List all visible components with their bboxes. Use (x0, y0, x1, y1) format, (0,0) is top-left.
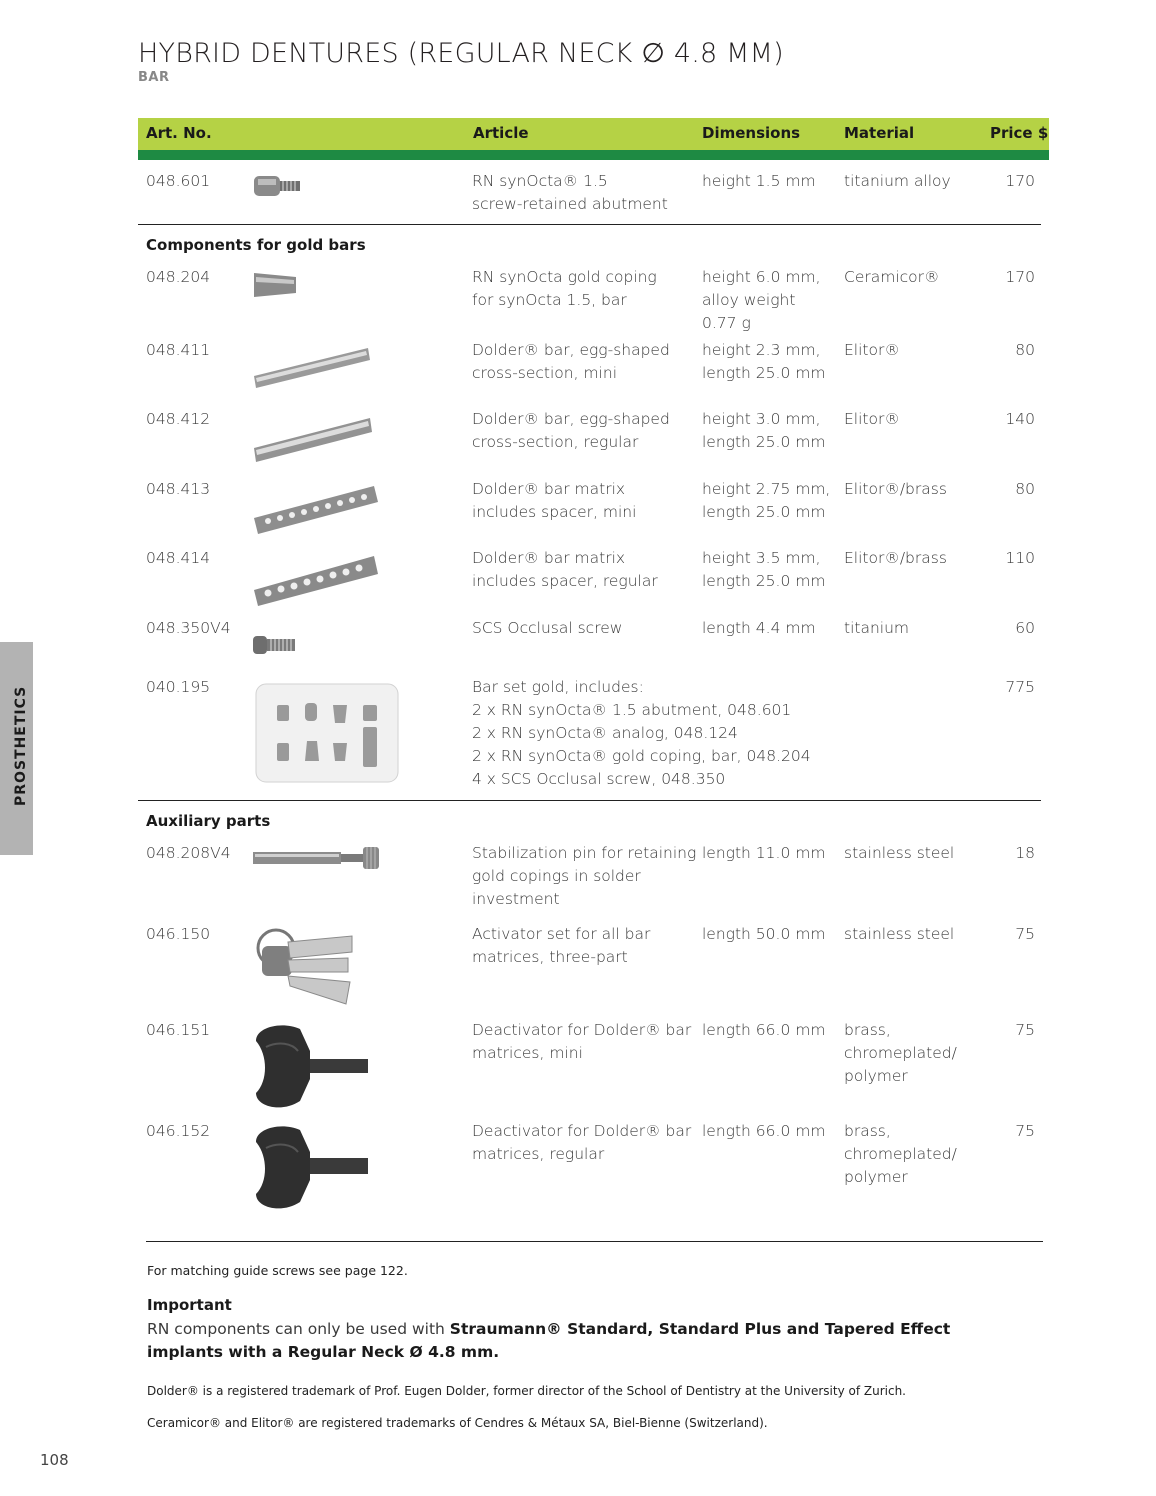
price: 140 (1005, 410, 1035, 428)
divider (138, 224, 1041, 225)
guide-screws-note: For matching guide screws see page 122. (147, 1263, 408, 1278)
occlusal-screw-image (252, 633, 298, 657)
art-number: 040.195 (146, 678, 211, 696)
dimensions-line: length 4.4 mm (702, 619, 816, 637)
material-line: chromeplated/ (844, 1044, 957, 1062)
dimensions-line: alloy weight (702, 291, 796, 309)
col-dimensions: Dimensions (702, 124, 801, 142)
material-line: titanium (844, 619, 910, 637)
important-heading: Important (147, 1296, 232, 1314)
art-number: 048.208V4 (146, 844, 231, 862)
article-line: Activator set for all bar (472, 925, 651, 943)
price: 80 (1015, 480, 1035, 498)
article-line: matrices, three-part (472, 948, 628, 966)
article-line: includes spacer, mini (472, 503, 637, 521)
dimensions-line: height 3.0 mm, (702, 410, 821, 428)
section-auxiliary: Auxiliary parts (146, 812, 271, 830)
art-number: 046.151 (146, 1021, 211, 1039)
material-line: Elitor®/brass (844, 549, 947, 567)
price: 75 (1015, 1122, 1035, 1140)
side-tab-label: PROSTHETICS (13, 685, 29, 806)
col-article: Article (473, 124, 529, 142)
art-number: 048.414 (146, 549, 211, 567)
price: 110 (1005, 549, 1035, 567)
dimensions-line: length 66.0 mm (702, 1021, 826, 1039)
dolder-bar-mini-image (252, 340, 372, 390)
article-line: SCS Occlusal screw (472, 619, 623, 637)
article-line: Deactivator for Dolder® bar (472, 1021, 692, 1039)
material-line: brass, (844, 1021, 891, 1039)
article-line: for synOcta 1.5, bar (472, 291, 627, 309)
section-gold-bars: Components for gold bars (146, 236, 366, 254)
page-title: HYBRID DENTURES (REGULAR NECK ∅ 4.8 MM) (138, 38, 784, 69)
article-line: investment (472, 890, 560, 908)
dimensions-line: length 25.0 mm (702, 364, 826, 382)
dimensions-line: length 25.0 mm (702, 503, 826, 521)
article-line: Dolder® bar, egg-shaped (472, 410, 670, 428)
abutment-image (252, 172, 302, 200)
article-line: matrices, mini (472, 1044, 583, 1062)
col-material: Material (844, 124, 915, 142)
article-line: Dolder® bar matrix (472, 480, 626, 498)
dimensions-line: length 25.0 mm (702, 572, 826, 590)
article-line: screw-retained abutment (472, 195, 668, 213)
material-line: Ceramicor® (844, 268, 940, 286)
art-number: 048.601 (146, 172, 211, 190)
article-line: 4 x SCS Occlusal screw, 048.350 (472, 770, 726, 788)
page-number: 108 (40, 1451, 69, 1469)
article-line: Stabilization pin for retaining (472, 844, 697, 862)
page-subtitle: BAR (138, 70, 170, 85)
article-line: Dolder® bar, egg-shaped (472, 341, 670, 359)
art-number: 048.204 (146, 268, 211, 286)
art-number: 048.350V4 (146, 619, 231, 637)
art-number: 046.152 (146, 1122, 211, 1140)
article-line: RN synOcta gold coping (472, 268, 657, 286)
dolder-bar-regular-image (252, 410, 374, 464)
dimensions-line: 0.77 g (702, 314, 751, 332)
material-line: chromeplated/ (844, 1145, 957, 1163)
material-line: brass, (844, 1122, 891, 1140)
col-art-no: Art. No. (146, 124, 212, 142)
dimensions-line: height 3.5 mm, (702, 549, 821, 567)
material-line: polymer (844, 1168, 908, 1186)
material-line: polymer (844, 1067, 908, 1085)
activator-set-image (252, 922, 360, 1006)
important-text (147, 1318, 1017, 1364)
stabilization-pin-image (252, 844, 382, 872)
article-line: matrices, regular (472, 1145, 605, 1163)
dimensions-line: height 2.3 mm, (702, 341, 821, 359)
col-price: Price $ (990, 124, 1049, 142)
dimensions-line: length 25.0 mm (702, 433, 826, 451)
material-line: stainless steel (844, 925, 955, 943)
article-line: gold copings in solder (472, 867, 641, 885)
article-line: includes spacer, regular (472, 572, 658, 590)
art-number: 046.150 (146, 925, 211, 943)
article-line: Deactivator for Dolder® bar (472, 1122, 692, 1140)
price: 170 (1005, 172, 1035, 190)
article-line: cross-section, mini (472, 364, 617, 382)
article-line: Bar set gold, includes: (472, 678, 644, 696)
article-line: 2 x RN synOcta® gold coping, bar, 048.204 (472, 747, 811, 765)
dimensions-line: height 1.5 mm (702, 172, 816, 190)
dimensions-line: length 11.0 mm (702, 844, 826, 862)
article-line: RN synOcta® 1.5 (472, 172, 608, 190)
price: 18 (1015, 844, 1035, 862)
article-line: 2 x RN synOcta® 1.5 abutment, 048.601 (472, 701, 792, 719)
price: 80 (1015, 341, 1035, 359)
gold-coping-image (252, 269, 300, 299)
material-line: Elitor® (844, 341, 900, 359)
art-number: 048.412 (146, 410, 211, 428)
important-text-plain: RN components can only be used with (147, 1320, 450, 1338)
divider (138, 800, 1041, 801)
price: 170 (1005, 268, 1035, 286)
article-line: cross-section, regular (472, 433, 639, 451)
price: 60 (1015, 619, 1035, 637)
art-number: 048.413 (146, 480, 211, 498)
bar-matrix-mini-image (252, 478, 380, 538)
article-line: Dolder® bar matrix (472, 549, 626, 567)
material-line: Elitor®/brass (844, 480, 947, 498)
material-line: titanium alloy (844, 172, 951, 190)
deactivator-mini-image (252, 1021, 372, 1115)
art-number: 048.411 (146, 341, 211, 359)
material-line: stainless steel (844, 844, 955, 862)
important-text-bold: Straumann® Standard, Standard Plus and Tapered Effect implants with a Regular Neck Ø 4.8 mm. (147, 1320, 951, 1361)
bar-matrix-regular-image (252, 548, 380, 610)
article-line: 2 x RN synOcta® analog, 048.124 (472, 724, 738, 742)
dimensions-line: length 66.0 mm (702, 1122, 826, 1140)
dimensions-line: height 6.0 mm, (702, 268, 821, 286)
material-line: Elitor® (844, 410, 900, 428)
trademark-ceramicor-elitor: Ceramicor® and Elitor® are registered trademarks of Cendres & Métaux SA, Biel-Bienne (Switzerland). (147, 1416, 768, 1430)
bar-set-gold-image (255, 683, 399, 783)
table-header-stripe (138, 150, 1049, 160)
price: 75 (1015, 1021, 1035, 1039)
price: 775 (1005, 678, 1035, 696)
dimensions-line: height 2.75 mm, (702, 480, 831, 498)
divider (146, 1241, 1043, 1242)
dimensions-line: length 50.0 mm (702, 925, 826, 943)
price: 75 (1015, 925, 1035, 943)
trademark-dolder: Dolder® is a registered trademark of Prof. Eugen Dolder, former director of the School of Dentistry at the University of Zurich. (147, 1384, 906, 1398)
deactivator-regular-image (252, 1122, 372, 1216)
